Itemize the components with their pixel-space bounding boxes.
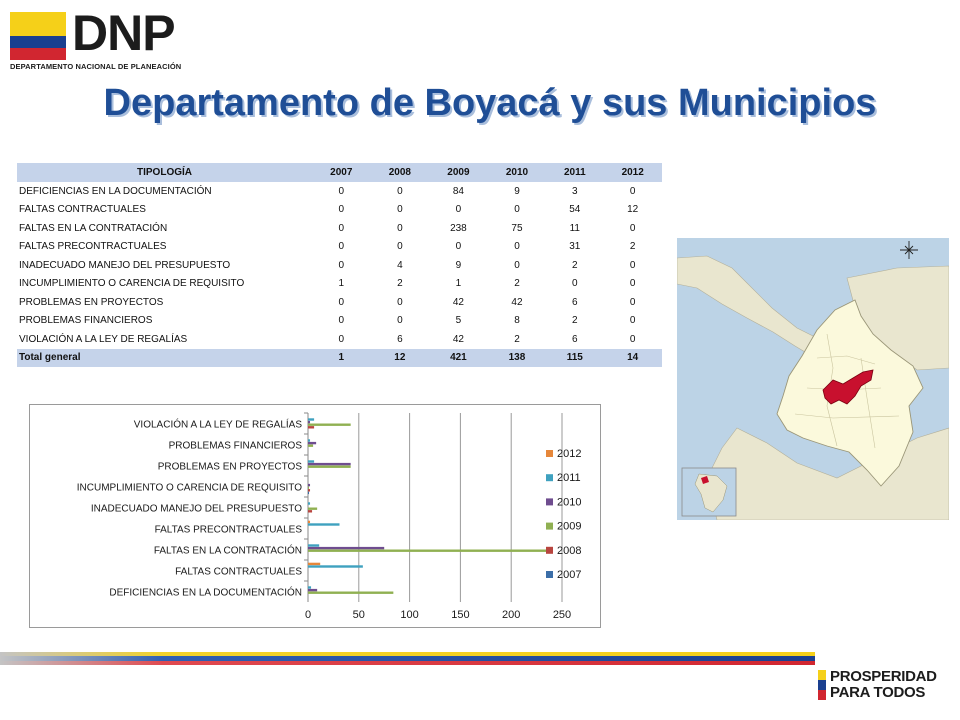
cell-value: 0 <box>338 296 345 308</box>
cell-value: 0 <box>629 278 636 290</box>
bar-2011 <box>308 523 339 525</box>
legend-label: 2008 <box>557 544 582 557</box>
cell-value: 0 <box>514 204 520 216</box>
cell-value: 0 <box>455 241 462 253</box>
bar-2009 <box>308 550 550 552</box>
table-row <box>17 293 662 312</box>
cell-value: 42 <box>511 296 523 308</box>
cell-value: 6 <box>397 333 403 345</box>
cell-value: 6 <box>572 296 578 308</box>
chart-svg <box>30 405 600 627</box>
bar-2012 <box>308 563 320 565</box>
cell-value: 421 <box>429 349 488 368</box>
cell-value: 0 <box>629 185 636 197</box>
bar-2012 <box>308 521 310 523</box>
legend-swatch <box>546 547 553 554</box>
cell-value: 0 <box>629 333 636 345</box>
cell-value: 3 <box>572 185 578 197</box>
cell-value: 2 <box>514 278 520 290</box>
row-label: DEFICIENCIAS EN LA DOCUMENTACIÓN <box>19 185 212 197</box>
cell-value: 0 <box>338 204 345 216</box>
cell-value: 5 <box>455 315 462 327</box>
bar-2011 <box>308 439 310 441</box>
x-tick-label: 50 <box>352 609 365 621</box>
category-label: DEFICIENCIAS EN LA DOCUMENTACIÓN <box>109 587 302 599</box>
cell-value: 2 <box>572 259 578 271</box>
legend-label: 2010 <box>557 496 582 509</box>
header-cell: 2008 <box>371 163 430 182</box>
cell-value: 0 <box>338 241 345 253</box>
cell-value: 4 <box>397 259 403 271</box>
total-row <box>17 349 662 368</box>
legend-label: 2012 <box>557 448 582 460</box>
legend-label: 2007 <box>557 569 582 581</box>
logo-text: DNP <box>72 5 175 61</box>
cell-value: 2 <box>514 333 520 345</box>
bar-2010 <box>308 442 316 444</box>
cell-value: 12 <box>371 349 430 368</box>
cell-value: 0 <box>338 333 345 345</box>
cell-value: 75 <box>511 222 523 234</box>
bar-2009 <box>308 445 313 447</box>
cell-value: 0 <box>514 259 520 271</box>
legend-swatch <box>546 450 553 457</box>
cell-value: 31 <box>569 241 581 253</box>
cell-value: 2 <box>629 241 636 253</box>
cell-value: 84 <box>452 185 464 197</box>
header-cell: 2011 <box>546 163 603 182</box>
header-cell: 2010 <box>488 163 547 182</box>
row-label: PROBLEMAS FINANCIEROS <box>19 315 153 327</box>
category-label: INCUMPLIMIENTO O CARENCIA DE REQUISITO <box>76 482 302 494</box>
legend-swatch <box>546 498 553 505</box>
tipologia-table <box>17 163 662 367</box>
cell-value: 42 <box>452 296 464 308</box>
brand-line-1: PROSPERIDAD <box>830 668 937 685</box>
bar-2011 <box>308 586 311 588</box>
bar-2010 <box>308 463 351 465</box>
bar-chart <box>29 404 601 628</box>
cell-value: 42 <box>452 333 464 345</box>
header-cell: 2009 <box>429 163 488 182</box>
cell-value: 54 <box>569 204 581 216</box>
cell-value: 0 <box>397 222 403 234</box>
colombia-map <box>677 238 949 520</box>
row-label: PROBLEMAS EN PROYECTOS <box>19 296 164 308</box>
legend-label: 2009 <box>557 520 582 533</box>
table-header-row <box>17 163 662 182</box>
cell-value: 2 <box>572 315 578 327</box>
cell-value: 11 <box>569 222 580 234</box>
category-label: INADECUADO MANEJO DEL PRESUPUESTO <box>90 503 302 515</box>
x-tick-label: 250 <box>552 609 572 621</box>
x-tick-label: 150 <box>451 609 470 621</box>
table-row <box>17 312 662 331</box>
table-row <box>17 201 662 220</box>
cell-value: 1 <box>455 278 462 290</box>
table-row <box>17 182 662 201</box>
cell-value: 6 <box>572 333 578 345</box>
table-row <box>17 275 662 294</box>
cell-value: 1 <box>338 278 345 290</box>
cell-value: 115 <box>546 349 603 368</box>
row-label: Total general <box>17 349 312 368</box>
cell-value: 0 <box>338 185 345 197</box>
cell-value: 0 <box>455 204 462 216</box>
colombia-flag-icon <box>10 12 66 60</box>
header-cell: 2012 <box>603 163 662 182</box>
cell-value: 0 <box>397 315 403 327</box>
bar-2011 <box>308 502 310 504</box>
bar-2009 <box>308 487 309 489</box>
cell-value: 0 <box>397 296 403 308</box>
bar-2010 <box>308 589 317 591</box>
cell-value: 0 <box>338 315 345 327</box>
category-label: FALTAS EN LA CONTRATACIÓN <box>153 545 302 557</box>
cell-value: 0 <box>397 241 403 253</box>
category-label: PROBLEMAS EN PROYECTOS <box>157 461 302 473</box>
cell-value: 238 <box>450 222 467 234</box>
bar-2009 <box>308 508 317 510</box>
bar-2011 <box>308 565 363 567</box>
bar-2009 <box>308 592 393 594</box>
cell-value: 1 <box>312 349 371 368</box>
cell-value: 0 <box>572 278 578 290</box>
dnp-logo <box>10 5 190 71</box>
legend-label: 2011 <box>557 472 581 485</box>
cell-value: 0 <box>629 259 636 271</box>
cell-value: 9 <box>514 185 520 197</box>
header-cell: 2007 <box>312 163 371 182</box>
category-label: FALTAS CONTRACTUALES <box>175 566 302 578</box>
row-label: VIOLACIÓN A LA LEY DE REGALÍAS <box>19 333 188 345</box>
bar-2008 <box>308 489 310 491</box>
brand-line-2: PARA TODOS <box>830 684 926 701</box>
row-label: INCUMPLIMIENTO O CARENCIA DE REQUISITO <box>19 278 245 290</box>
header-cell: TIPOLOGÍA <box>17 163 312 182</box>
bar-2009 <box>308 466 351 468</box>
prosperidad-logo <box>818 668 948 702</box>
bar-2007 <box>308 492 309 494</box>
bar-2008 <box>308 426 314 428</box>
row-label: FALTAS PRECONTRACTUALES <box>19 241 167 253</box>
cell-value: 9 <box>455 259 462 271</box>
x-tick-label: 100 <box>400 609 419 621</box>
legend-swatch <box>546 571 553 578</box>
row-label: FALTAS EN LA CONTRATACIÓN <box>19 222 168 234</box>
cell-value: 2 <box>397 278 403 290</box>
bar-2009 <box>308 424 351 426</box>
category-label: PROBLEMAS FINANCIEROS <box>168 440 302 452</box>
row-label: INADECUADO MANEJO DEL PRESUPUESTO <box>19 259 231 271</box>
table-row <box>17 256 662 275</box>
legend-swatch <box>546 523 553 530</box>
table-row <box>17 238 662 257</box>
cell-value: 0 <box>629 315 636 327</box>
bar-2008 <box>308 510 312 512</box>
flag-bars-icon <box>818 670 826 700</box>
table-row <box>17 219 662 238</box>
cell-value: 0 <box>397 204 403 216</box>
cell-value: 0 <box>338 222 345 234</box>
cell-value: 12 <box>627 204 639 216</box>
logo-subtitle: DEPARTAMENTO NACIONAL DE PLANEACIÓN <box>10 62 182 71</box>
cell-value: 0 <box>629 296 636 308</box>
cell-value: 14 <box>603 349 662 368</box>
bar-2011 <box>308 418 314 420</box>
legend-swatch <box>546 474 553 481</box>
compass-icon <box>900 241 918 259</box>
x-tick-label: 0 <box>304 609 312 621</box>
cell-value: 8 <box>514 315 520 327</box>
category-label: FALTAS PRECONTRACTUALES <box>154 524 302 536</box>
category-label: VIOLACIÓN A LA LEY DE REGALÍAS <box>133 419 302 431</box>
table-row <box>17 330 662 349</box>
cell-value: 138 <box>488 349 547 368</box>
bar-2011 <box>308 460 314 462</box>
x-tick-label: 200 <box>502 609 521 621</box>
bar-2011 <box>308 544 319 546</box>
cell-value: 0 <box>338 259 345 271</box>
bar-2010 <box>308 421 310 423</box>
row-label: FALTAS CONTRACTUALES <box>19 204 146 216</box>
cell-value: 0 <box>514 241 520 253</box>
cell-value: 0 <box>629 222 636 234</box>
page-title: Departamento de Boyacá y sus Municipios <box>103 82 877 124</box>
bar-2010 <box>308 547 384 549</box>
bar-2010 <box>308 484 310 486</box>
cell-value: 0 <box>397 185 403 197</box>
flag-band <box>0 652 815 668</box>
